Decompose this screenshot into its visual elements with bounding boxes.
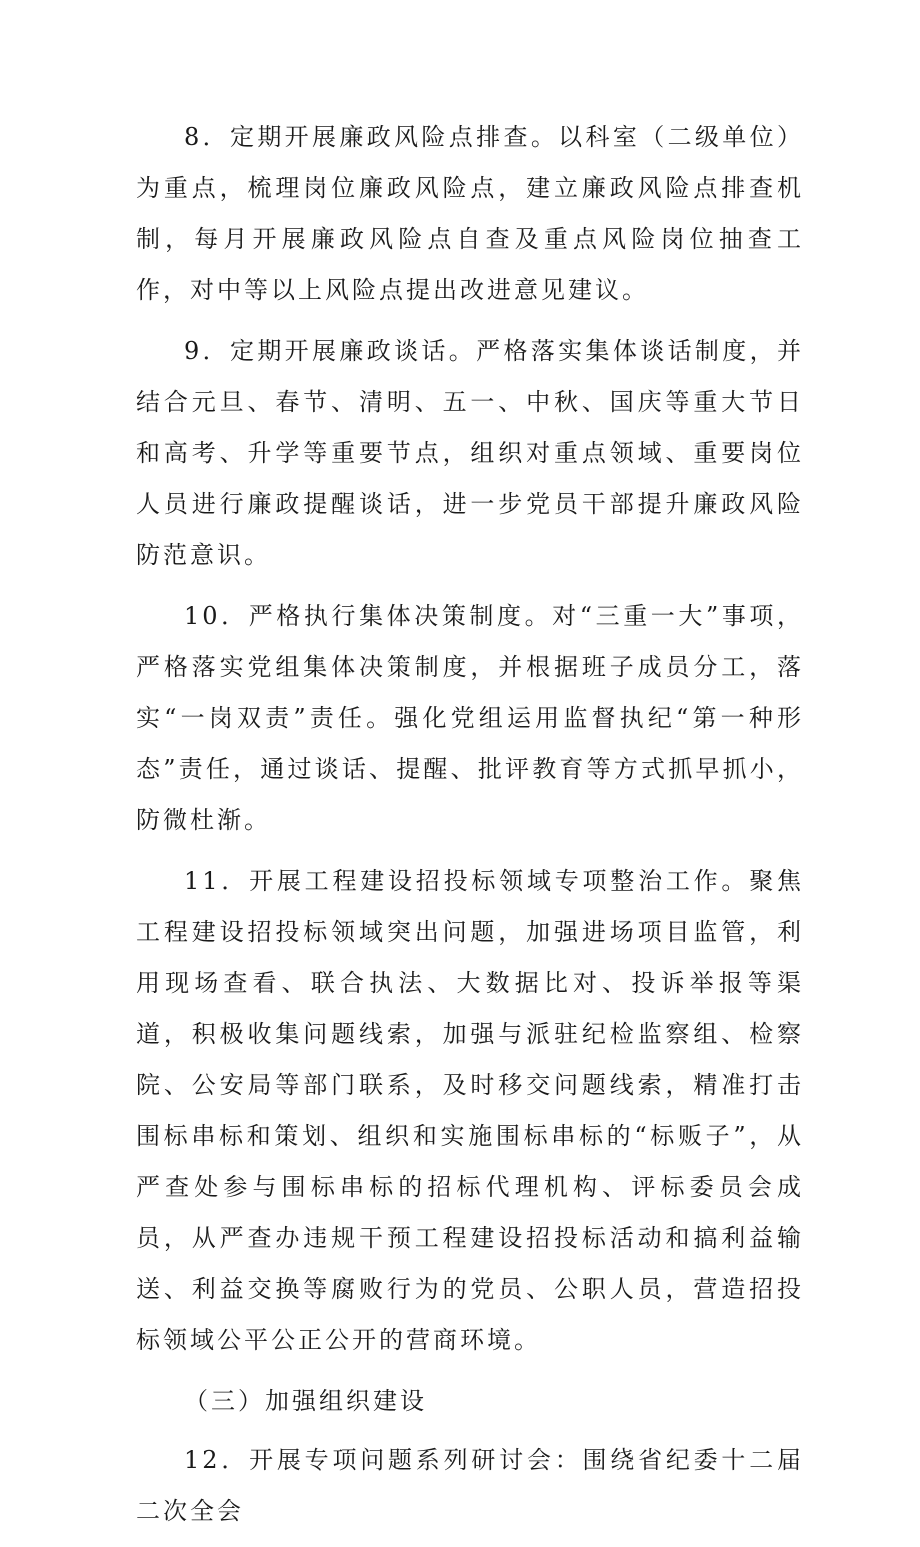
paragraph-item-8: 8．定期开展廉政风险点排查。以科室（二级单位）为重点，梳理岗位廉政风险点，建立廉政风险点排查机制，每月开展廉政风险点自查及重点风险岗位抽查工作，对中等以上风险点提出改进意见建议。 [136,123,804,304]
paragraph-item-11: 11．开展工程建设招投标领域专项整治工作。聚焦工程建设招投标领域突出问题，加强进场项目监管，利用现场查看、联合执法、大数据比对、投诉举报等渠道，积极收集问题线索，加强与派驻纪检监察组、检察院、公安局等部门联系，及时移交问题线索，精准打击围标串标和策划、组织和实施围标串标的“标贩子”，从严查处参与围标串标的招标代理机构、评标委员会成员，从严查办违规干预工程建设招投标活动和搞利益输送、利益交换等腐败行为的党员、公职人员，营造招投标领域公平公正公开的营商环境。 [136,867,804,1354]
paragraph-item-10: 10．严格执行集体决策制度。对“三重一大”事项，严格落实党组集体决策制度，并根据班子成员分工，落实“一岗双责”责任。强化党组运用监督执纪“第一种形态”责任，通过谈话、提醒、批评教育等方式抓早抓小，防微杜渐。 [136,602,804,834]
paragraph-item-9: 9．定期开展廉政谈话。严格落实集体谈话制度，并结合元旦、春节、清明、五一、中秋、国庆等重大节日和高考、升学等重要节点，组织对重点领域、重要岗位人员进行廉政提醒谈话，进一步党员干部提升廉政风险防范意识。 [136,337,804,569]
paragraph-item-12: 12．开展专项问题系列研讨会：围绕省纪委十二届二次全会 [136,1446,804,1525]
document-page [136,112,804,1547]
section-heading: （三）加强组织建设 [184,1387,427,1415]
